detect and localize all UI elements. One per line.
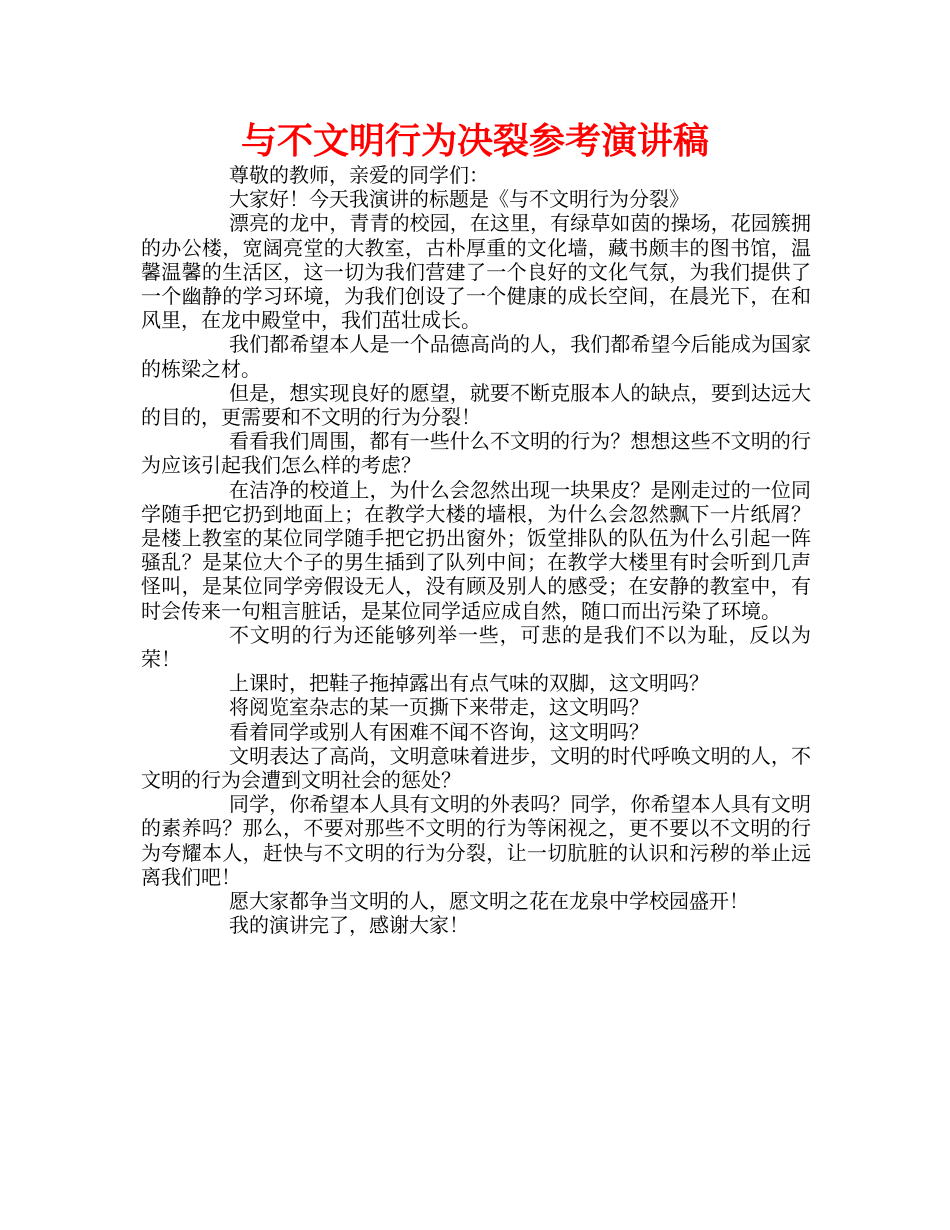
paragraph: 文明表达了高尚，文明意味着进步，文明的时代呼唤文明的人，不文明的行为会遭到文明社会的惩处？ (141, 743, 811, 793)
paragraph: 看着同学或别人有困难不闻不咨询，这文明吗？ (229, 719, 649, 744)
paragraph-salutation: 尊敬的教师，亲爱的同学们： (229, 163, 489, 187)
document-title: 与不文明行为决裂参考演讲稿 (240, 121, 709, 162)
paragraph: 漂亮的龙中，青青的校园，在这里，有绿草如茵的操场，花园簇拥的办公楼，宽阔亮堂的大教室，古朴厚重的文化墙，藏书颇丰的图书馆，温馨温馨的生活区，这一切为我们营建了一个良好的文化气氛，为我们提供了一个幽静的学习环境，为我们创设了一个健康的成长空间，在晨光下，在和风里，在龙中殿堂中，我们茁壮成长。 (141, 211, 811, 333)
paragraph-closing: 我的演讲完了，感谢大家！ (229, 913, 469, 938)
paragraph: 愿大家都争当文明的人，愿文明之花在龙泉中学校园盛开！ (229, 889, 749, 914)
paragraph: 不文明的行为还能够列举一些，可悲的是我们不以为耻，反以为荣！ (141, 622, 811, 672)
paragraph: 上课时，把鞋子拖掉露出有点气味的双脚，这文明吗？ (229, 671, 709, 696)
paragraph: 将阅览室杂志的某一页撕下来带走，这文明吗？ (229, 695, 649, 720)
paragraph-greeting: 大家好！今天我演讲的标题是《与不文明行为分裂》 (229, 187, 689, 212)
paragraph: 同学，你希望本人具有文明的外表吗？同学，你希望本人具有文明的素养吗？那么，不要对那些不文明的行为等闲视之，更不要以不文明的行为夸耀本人，赶快与不文明的行为分裂，让一切肮脏的认识和污秽的举止远离我们吧！ (141, 792, 811, 889)
document-body (141, 163, 811, 938)
paragraph: 我们都希望本人是一个品德高尚的人，我们都希望今后能成为国家的栋梁之材。 (141, 332, 811, 381)
paragraph: 在洁净的校道上，为什么会忽然出现一块果皮？是刚走过的一位同学随手把它扔到地面上；在教学大楼的墙根，为什么会忽然飘下一片纸屑？是楼上教室的某位同学随手把它扔出窗外；饭堂排队的队伍为什么引起一阵骚乱？是某位大个子的男生插到了队列中间；在教学大楼里有时会听到几声怪叫，是某位同学旁假设无人，没有顾及别人的感受；在安静的教室中，有时会传来一句粗言脏话，是某位同学适应成自然，随口而出污染了环境。 (141, 477, 811, 623)
paragraph: 但是，想实现良好的愿望，就要不断克服本人的缺点，要到达远大的目的，更需要和不文明的行为分裂！ (141, 380, 811, 430)
paragraph: 看看我们周围，都有一些什么不文明的行为？想想这些不文明的行为应该引起我们怎么样的考虑？ (141, 429, 811, 478)
